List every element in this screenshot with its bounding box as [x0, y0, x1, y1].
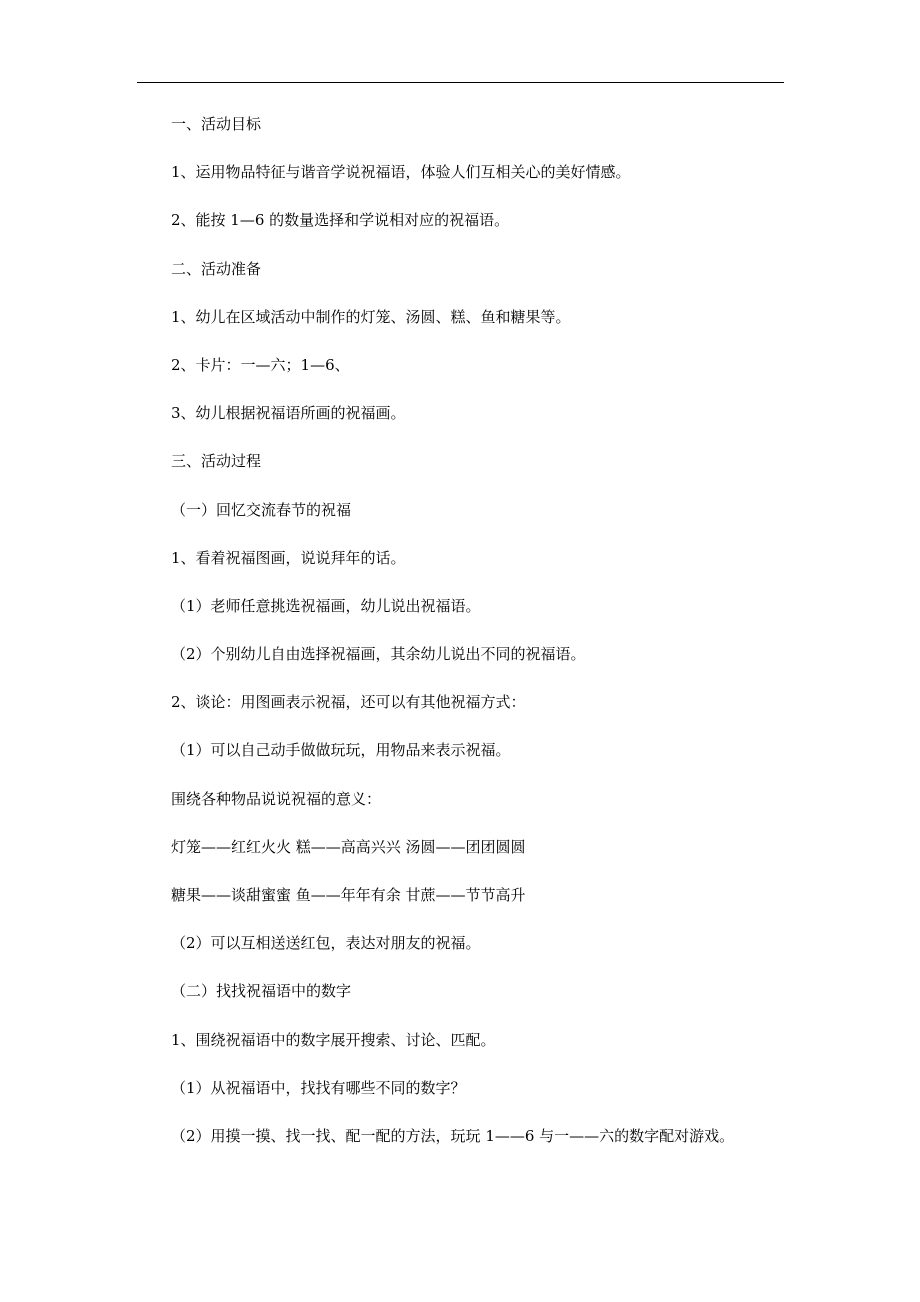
process-subitem: （1）老师任意挑选祝福画，幼儿说出祝福语。: [171, 596, 481, 615]
process-subitem: （2）可以互相送送红包，表达对朋友的祝福。: [171, 934, 481, 953]
process-item: 1、围绕祝福语中的数字展开搜索、讨论、匹配。: [171, 1030, 496, 1049]
process-subitem: （2）个别幼儿自由选择祝福画，其余幼儿说出不同的祝福语。: [171, 645, 586, 664]
document-body: [171, 113, 781, 1173]
section-heading-preparation: 二、活动准备: [171, 259, 262, 278]
section-heading-process: 三、活动过程: [171, 452, 262, 471]
preparation-item: 2、卡片：一—六；1—6、: [171, 355, 350, 374]
process-subitem: （2）用摸一摸、找一找、配一配的方法，玩玩 1——6 与一——六的数字配对游戏。: [171, 1126, 735, 1145]
goal-item: 2、能按 1—6 的数量选择和学说相对应的祝福语。: [171, 211, 510, 230]
goal-item: 1、运用物品特征与谐音学说祝福语，体验人们互相关心的美好情感。: [171, 163, 631, 182]
process-item: 1、看着祝福图画，说说拜年的话。: [171, 548, 406, 567]
subsection-heading: （一）回忆交流春节的祝福: [171, 500, 352, 519]
paragraph: 围绕各种物品说说祝福的意义：: [171, 789, 382, 808]
subsection-heading: （二）找找祝福语中的数字: [171, 982, 352, 1001]
preparation-item: 3、幼儿根据祝福语所画的祝福画。: [171, 404, 406, 423]
process-subitem: （1）可以自己动手做做玩玩，用物品来表示祝福。: [171, 741, 511, 760]
section-heading-goals: 一、活动目标: [171, 115, 262, 133]
process-item: 2、谈论：用图画表示祝福，还可以有其他祝福方式：: [171, 693, 526, 712]
blessing-pairs: 灯笼——红红火火 糕——高高兴兴 汤圆——团团圆圆: [171, 837, 526, 856]
blessing-pairs: 糖果——谈甜蜜蜜 鱼——年年有余 甘蔗——节节高升: [171, 886, 526, 904]
preparation-item: 1、幼儿在区域活动中制作的灯笼、汤圆、糕、鱼和糖果等。: [171, 307, 571, 326]
process-subitem: （1）从祝福语中，找找有哪些不同的数字？: [171, 1078, 466, 1097]
header-rule: [137, 82, 784, 83]
